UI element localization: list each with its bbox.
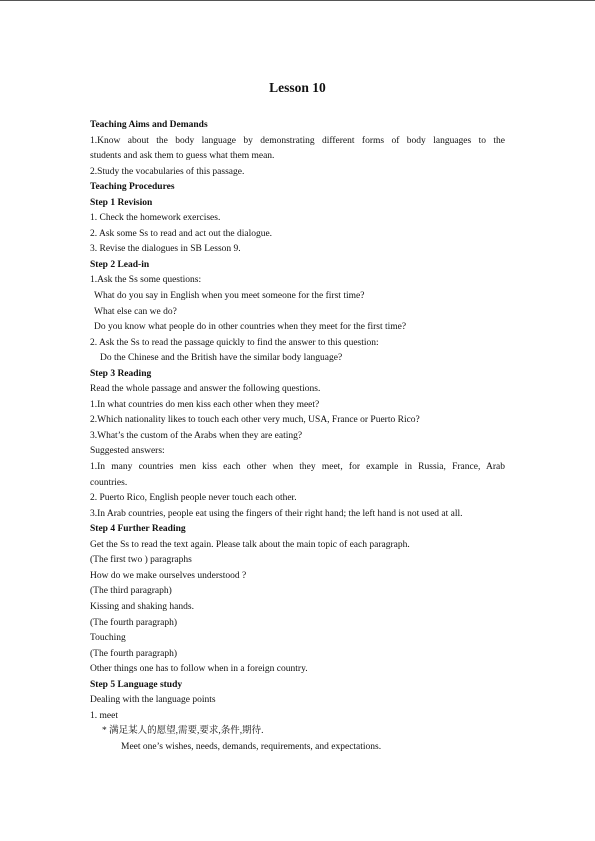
text-line: 1.Know about the body language by demonstrating different forms of body languages to the [90,135,505,146]
text-line: 2. Ask the Ss to read the passage quickly to find the answer to this question: [90,337,379,348]
document-body [90,118,505,755]
text-line: (The first two ) paragraphs [90,555,192,566]
page-top-rule [0,0,595,1]
section-heading: Step 3 Reading [90,368,152,379]
text-line: countries. [90,477,128,488]
text-line: 2.Study the vocabularies of this passage. [90,166,245,177]
text-line: * 满足某人的愿望,需要,要求,条件,期待. [102,726,264,737]
section-heading: Step 2 Lead-in [90,259,150,270]
text-line: How do we make ourselves understood ? [90,570,247,581]
text-line: (The fourth paragraph) [90,648,178,659]
text-line: Do you know what people do in other countries when they meet for the first time? [94,322,407,333]
section-heading: Step 5 Language study [90,679,183,690]
text-line: (The fourth paragraph) [90,617,178,628]
text-line: Meet one’s wishes, needs, demands, requirements, and expectations. [121,741,382,752]
section-heading: Step 1 Revision [90,197,153,208]
text-line: 1. meet [90,710,118,721]
text-line: 1.In what countries do men kiss each other when they meet? [90,399,320,410]
text-line: 2.Which nationality likes to touch each other very much, USA, France or Puerto Rico? [90,415,420,426]
text-line: Do the Chinese and the British have the similar body language? [100,353,343,364]
text-line: What else can we do? [94,306,177,317]
text-line: Read the whole passage and answer the following questions. [90,384,321,395]
text-line: 1.In many countries men kiss each other when they meet, for example in Russia, France, Arab [90,462,505,473]
section-heading: Teaching Procedures [90,182,175,193]
text-line: Suggested answers: [90,446,165,457]
text-line: Dealing with the language points [90,695,216,706]
text-line: students and ask them to guess what them mean. [90,151,275,162]
section-heading: Teaching Aims and Demands [90,120,208,130]
text-line: Kissing and shaking hands. [90,601,194,612]
section-heading: Step 4 Further Reading [90,524,186,535]
text-line: Get the Ss to read the text again. Please talk about the main topic of each paragraph. [90,539,410,550]
page-title: Lesson 10 [269,80,326,95]
text-line: 1.Ask the Ss some questions: [90,275,202,286]
text-line: 3.What’s the custom of the Arabs when they are eating? [90,430,303,441]
text-line: What do you say in English when you meet someone for the first time? [94,291,365,302]
text-line: 2. Ask some Ss to read and act out the dialogue. [90,228,273,239]
text-line: 3.In Arab countries, people eat using the fingers of their right hand; the left hand is not used at all. [90,508,463,519]
text-line: 2. Puerto Rico, English people never touch each other. [90,493,297,504]
text-line: Other things one has to follow when in a foreign country. [90,664,308,675]
text-line: 1. Check the homework exercises. [90,213,221,224]
text-line: (The third paragraph) [90,586,172,597]
text-line: 3. Revise the dialogues in SB Lesson 9. [90,244,241,255]
text-line: Touching [90,633,126,644]
